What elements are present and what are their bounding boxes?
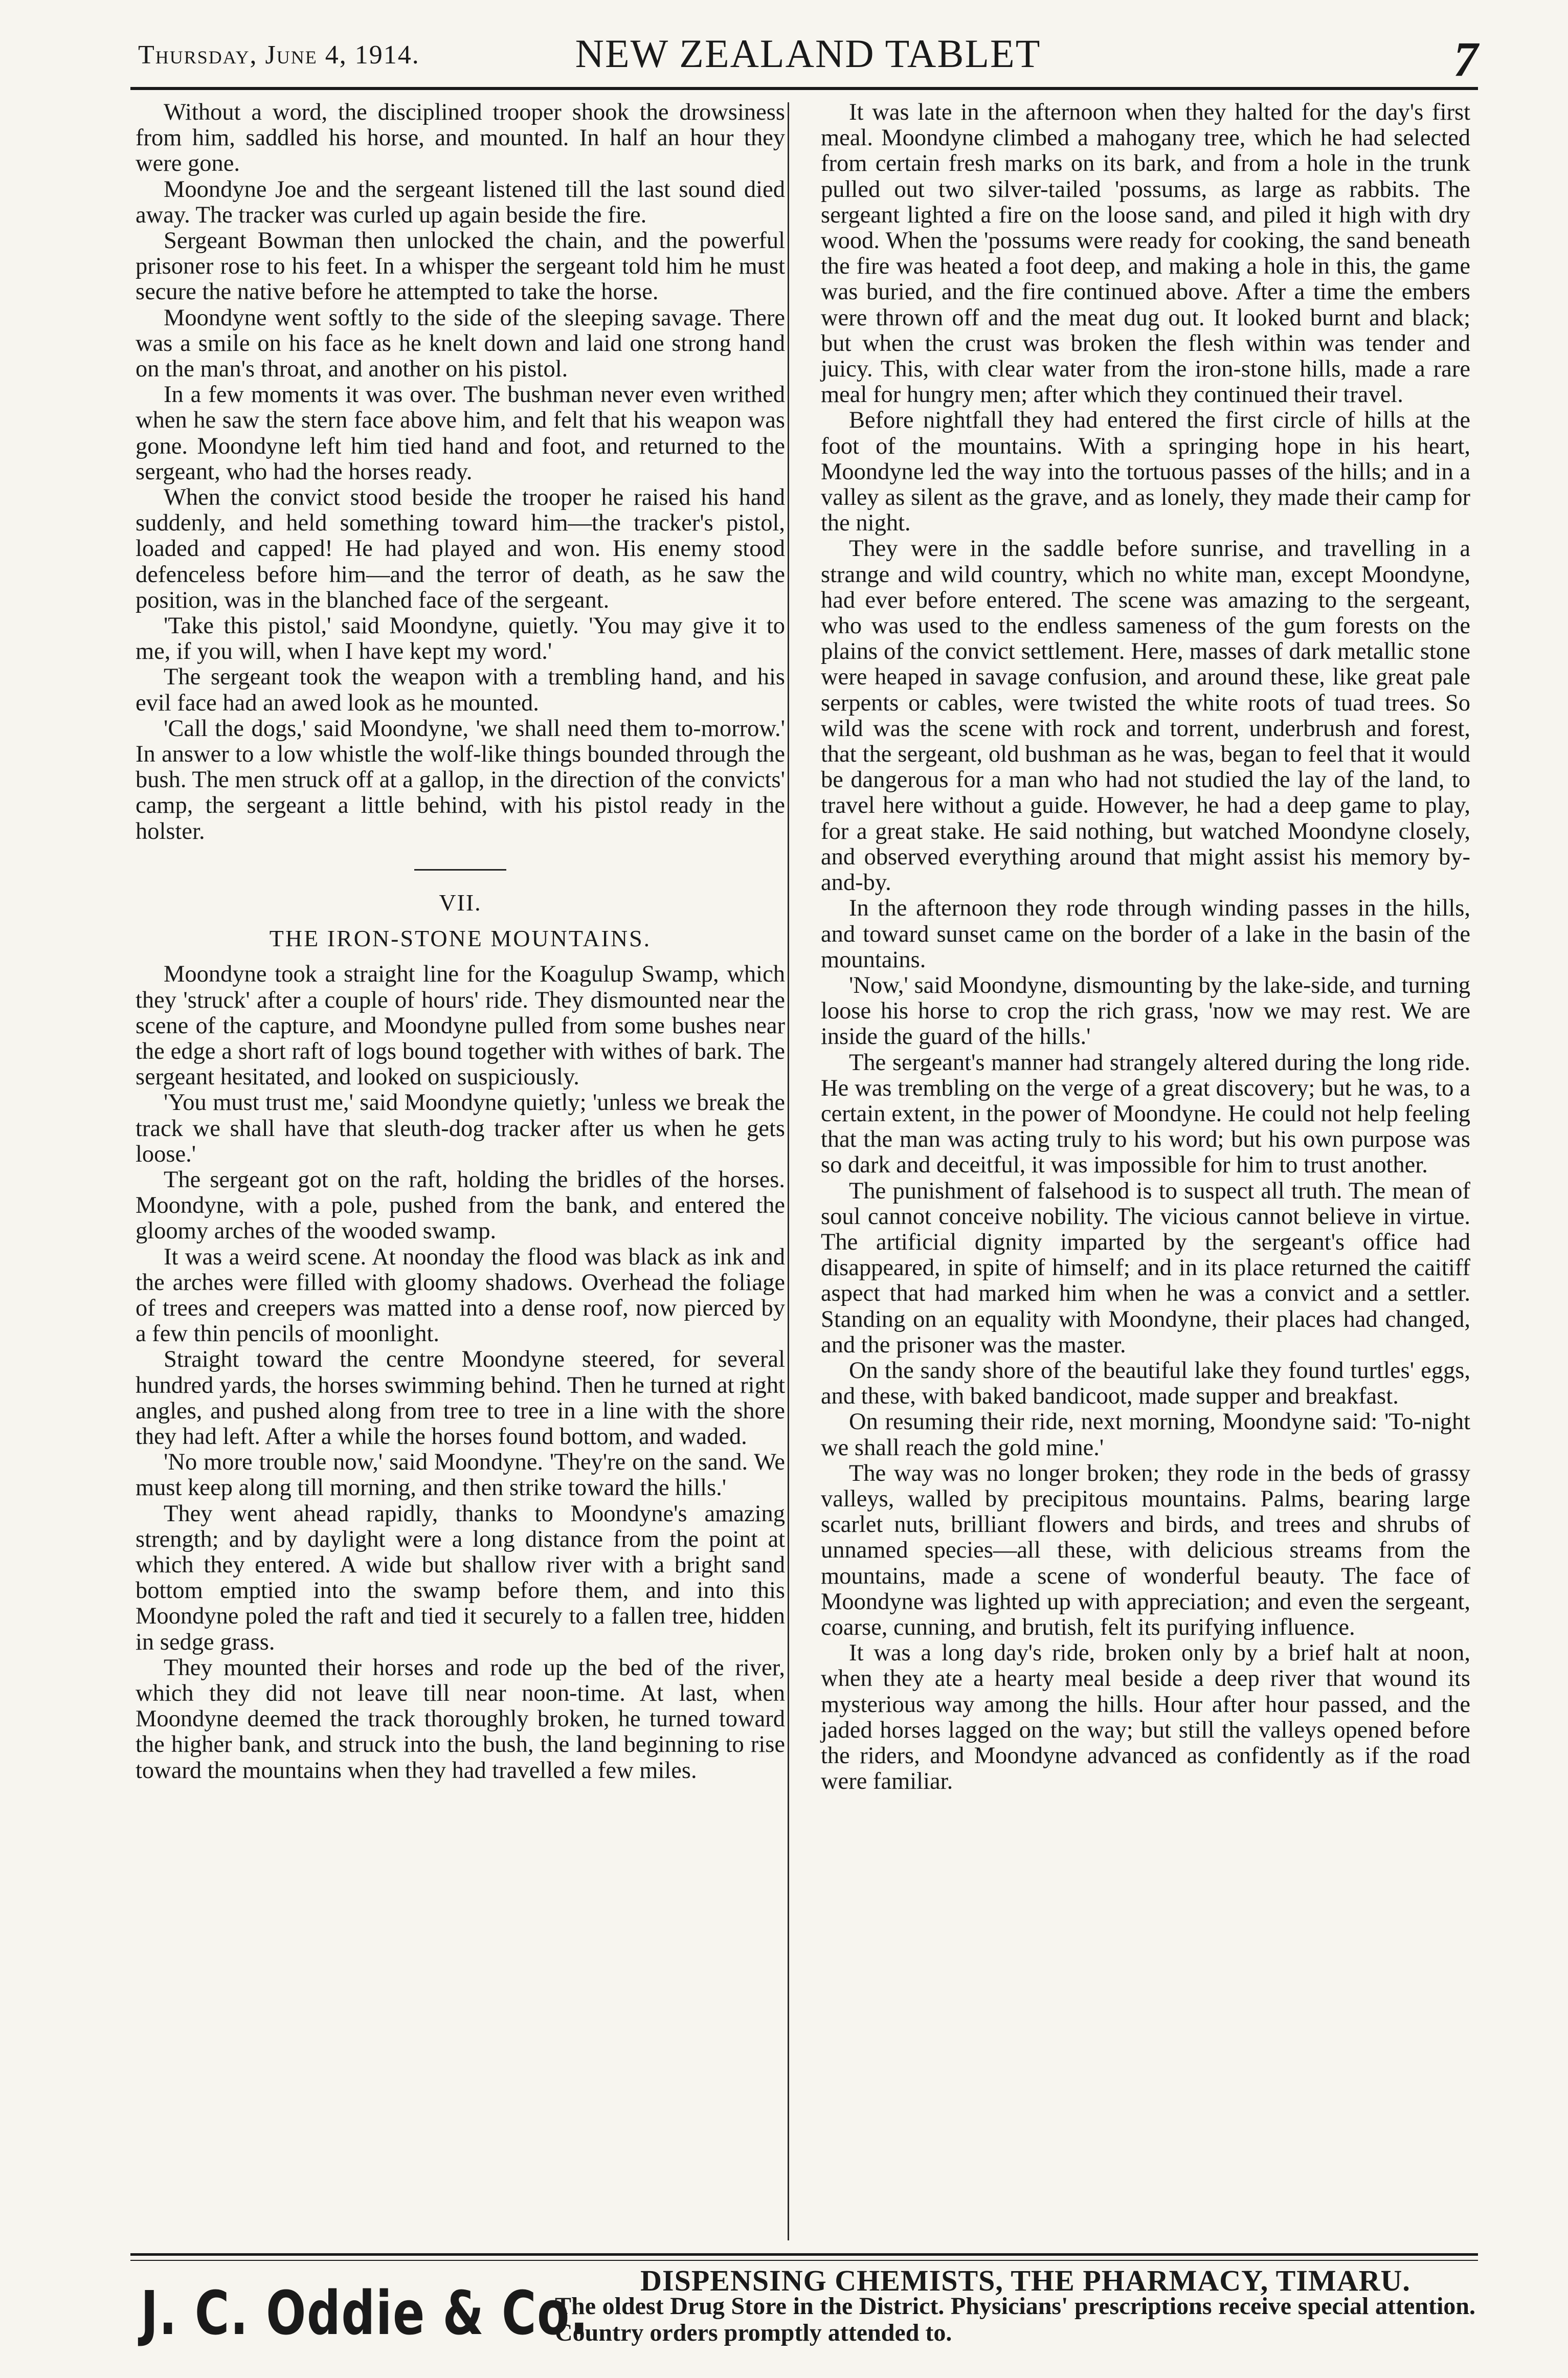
paragraph: Before nightfall they had entered the first circle of hills at the foot of the mountains. With a springing hope in his heart, Moondyne led the way into the tortuous passes of the hills; and in a valley as silent as the grave, and as lonely, they made their camp for the night. [821,407,1470,537]
paragraph: Moondyne took a straight line for the Koagulup Swamp, which they 'struck' after a couple of hours' ride. They dismounted near the scene of the capture, and Moondyne pulled from some bushes near the edge a short raft of logs bound together with withes of bark. The sergeant hesitated, and looked on suspiciously. [136,961,785,1091]
paragraph: The sergeant's manner had strangely altered during the long ride. He was trembling on the verge of a great discovery; but he was, to a certain extent, in the power of Moondyne. He could not help feeling that the man was acting truly to his word; but his own purpose was so dark and deceitful, it was impossible for him to trust another. [821,1049,1470,1179]
paragraph: 'Now,' said Moondyne, dismounting by the lake-side, and turning loose his horse to crop the rich grass, 'now we may rest. We are inside the guard of the hills.' [821,972,1470,1050]
advertisement [130,2263,1478,2366]
advertisement-rule [130,2260,1478,2261]
paragraph: When the convict stood beside the trooper he raised his hand suddenly, and held something toward him—the tracker's pistol, loaded and capped! He had played and won. His enemy stood defenceless before him—and the terror of death, as he saw the position, was in the blanched face of the sergeant. [136,484,785,613]
paragraph: It was a weird scene. At noonday the flood was black as ink and the arches were filled with gloomy shadows. Overhead the foliage of trees and creepers was matted into a dense roof, now pierced by a few thin pencils of moonlight. [136,1243,785,1347]
masthead-rule [130,87,1478,90]
paragraph: Moondyne went softly to the side of the sleeping savage. There was a smile on his face as he knelt down and laid one strong hand on the man's throat, and another on his pistol. [136,304,785,383]
paragraph: 'No more trouble now,' said Moondyne. 'They're on the sand. We must keep along till morning, and then strike toward the hills.' [136,1449,785,1501]
paragraph: The way was no longer broken; they rode in the beds of grassy valleys, walled by precipitous mountains. Palms, bearing large scarlet nuts, brilliant flowers and birds, and trees and shrubs of unnamed species—all these, with delicious streams from the mountains, made a scene of wonderful beauty. The face of Moondyne was lighted up with appreciation; and even the sergeant, coarse, cunning, and brutish, felt its purifying influence. [821,1460,1470,1640]
paragraph: Sergeant Bowman then unlocked the chain, and the powerful prisoner rose to his feet. In a whisper the sergeant told him he must secure the native before he attempted to take the horse. [136,228,785,305]
paragraph: They mounted their horses and rode up the bed of the river, which they did not leave till near noon-time. At last, when Moondyne deemed the track thoroughly broken, he turned toward the higher bank, and struck into the bush, the land beginning to rise toward the mountains when they had travelled a few miles. [136,1654,785,1784]
advertisement-body: The oldest Drug Store in the District. Physicians' prescriptions receive special attention. Country orders promptly attended to. [555,2293,1475,2346]
paragraph: 'Take this pistol,' said Moondyne, quietly. 'You may give it to me, if you will, when I have kept my word.' [136,613,785,665]
page-number: 7 [1453,32,1478,86]
paragraph: Without a word, the disciplined trooper shook the drowsiness from him, saddled his horse, and mounted. In half an hour they were gone. [136,99,785,177]
paragraph: In the afternoon they rode through winding passes in the hills, and toward sunset came on the border of a lake in the basin of the mountains. [821,895,1470,973]
advertisement-heading: DISPENSING CHEMISTS, THE PHARMACY, TIMARU. [640,2264,1410,2297]
paragraph: Moondyne Joe and the sergeant listened till the last sound died away. The tracker was curled up again beside the fire. [136,176,785,228]
newspaper-title: NEW ZEALAND TABLET [575,31,1041,76]
paragraph: The sergeant took the weapon with a trembling hand, and his evil face had an awed look as he mounted. [136,664,785,716]
paragraph: They went ahead rapidly, thanks to Moondyne's amazing strength; and by daylight were a long distance from the point at which they entered. A wide but shallow river with a bright sand bottom emptied into the swamp before them, and into this Moondyne poled the raft and tied it securely to a fallen tree, hidden in sedge grass. [136,1500,785,1655]
right-column [821,100,1470,1794]
paragraph: On resuming their ride, next morning, Moondyne said: 'To-night we shall reach the gold mine.' [821,1409,1470,1461]
advertiser-name: J. C. Oddie & Co. [141,2278,589,2348]
column-divider [788,102,789,2240]
advertisement-rule [130,2253,1478,2256]
paragraph: 'Call the dogs,' said Moondyne, 'we shall need them to-morrow.' In answer to a low whistle the wolf-like things bounded through the bush. The men struck off at a gallop, in the direction of the convicts' camp, the sergeant a little behind, with his pistol ready in the holster. [136,715,785,844]
section-number: VII. [439,889,482,916]
section-title: THE IRON-STONE MOUNTAINS. [269,925,652,952]
paragraph: In a few moments it was over. The bushman never even writhed when he saw the stern face above him, and felt that his weapon was gone. Moondyne left him tied hand and foot, and returned to the sergeant, who had the horses ready. [136,382,785,485]
issue-date: Thursday, June 4, 1914. [138,40,420,70]
left-column [136,100,785,1784]
section-divider [414,869,506,871]
paragraph: They were in the saddle before sunrise, and travelling in a strange and wild country, which no white man, except Moondyne, had ever before entered. The scene was amazing to the sergeant, who was used to the endless sameness of the gum forests on the plains of the convict settlement. Here, masses of dark metallic stone were heaped in savage confusion, and around these, like great pale serpents or cables, were twisted the white roots of tuad trees. So wild was the scene with rock and torrent, underbrush and forest, that the sergeant, old bushman as he was, began to feel that it would be dangerous for a man who had not studied the lay of the land, to travel here without a guide. However, he had a deep game to play, for a great stake. He said nothing, but watched Moondyne closely, and observed everything around that might assist his memory by-and-by. [821,536,1470,896]
paragraph: On the sandy shore of the beautiful lake they found turtles' eggs, and these, with baked bandicoot, made supper and breakfast. [821,1357,1470,1410]
masthead [138,31,1478,86]
paragraph: It was a long day's ride, broken only by a brief halt at noon, when they ate a hearty meal beside a deep river that wound its mysterious way among the hills. Hour after hour passed, and the jaded horses lagged on the way; but still the valleys opened before the riders, and Moondyne advanced as confidently as if the road were familiar. [821,1640,1470,1795]
paragraph: Straight toward the centre Moondyne steered, for several hundred yards, the horses swimming behind. Then he turned at right angles, and pushed along from tree to tree in a line with the shore they had left. After a while the horses found bottom, and waded. [136,1346,785,1450]
paragraph: It was late in the afternoon when they halted for the day's first meal. Moondyne climbed a mahogany tree, which he had selected from certain fresh marks on its bark, and from a hole in the trunk pulled out two silver-tailed 'possums, as large as rabbits. The sergeant lighted a fire on the loose sand, and piled it high with dry wood. When the 'possums were ready for cooking, the sand beneath the fire was heated a foot deep, and making a hole in this, the game was buried, and the fire continued above. After a time the embers were thrown off and the meat dug out. It looked burnt and black; but when the crust was broken the flesh within was tender and juicy. This, with clear water from the iron-stone hills, made a rare meal for hungry men; after which they continued their travel. [821,99,1470,408]
paragraph: The sergeant got on the raft, holding the bridles of the horses. Moondyne, with a pole, pushed from the bank, and entered the gloomy arches of the wooded swamp. [136,1166,785,1244]
paragraph: 'You must trust me,' said Moondyne quietly; 'unless we break the track we shall have that sleuth-dog tracker after us when he gets loose.' [136,1090,785,1167]
paragraph: The punishment of falsehood is to suspect all truth. The mean of soul cannot conceive nobility. The vicious cannot believe in virtue. The artificial dignity imparted by the sergeant's office had disappeared, in spite of himself; and in its place returned the caitiff aspect that had marked him when he was a convict and a settler. Standing on an equality with Moondyne, their places had changed, and the prisoner was the master. [821,1177,1470,1358]
